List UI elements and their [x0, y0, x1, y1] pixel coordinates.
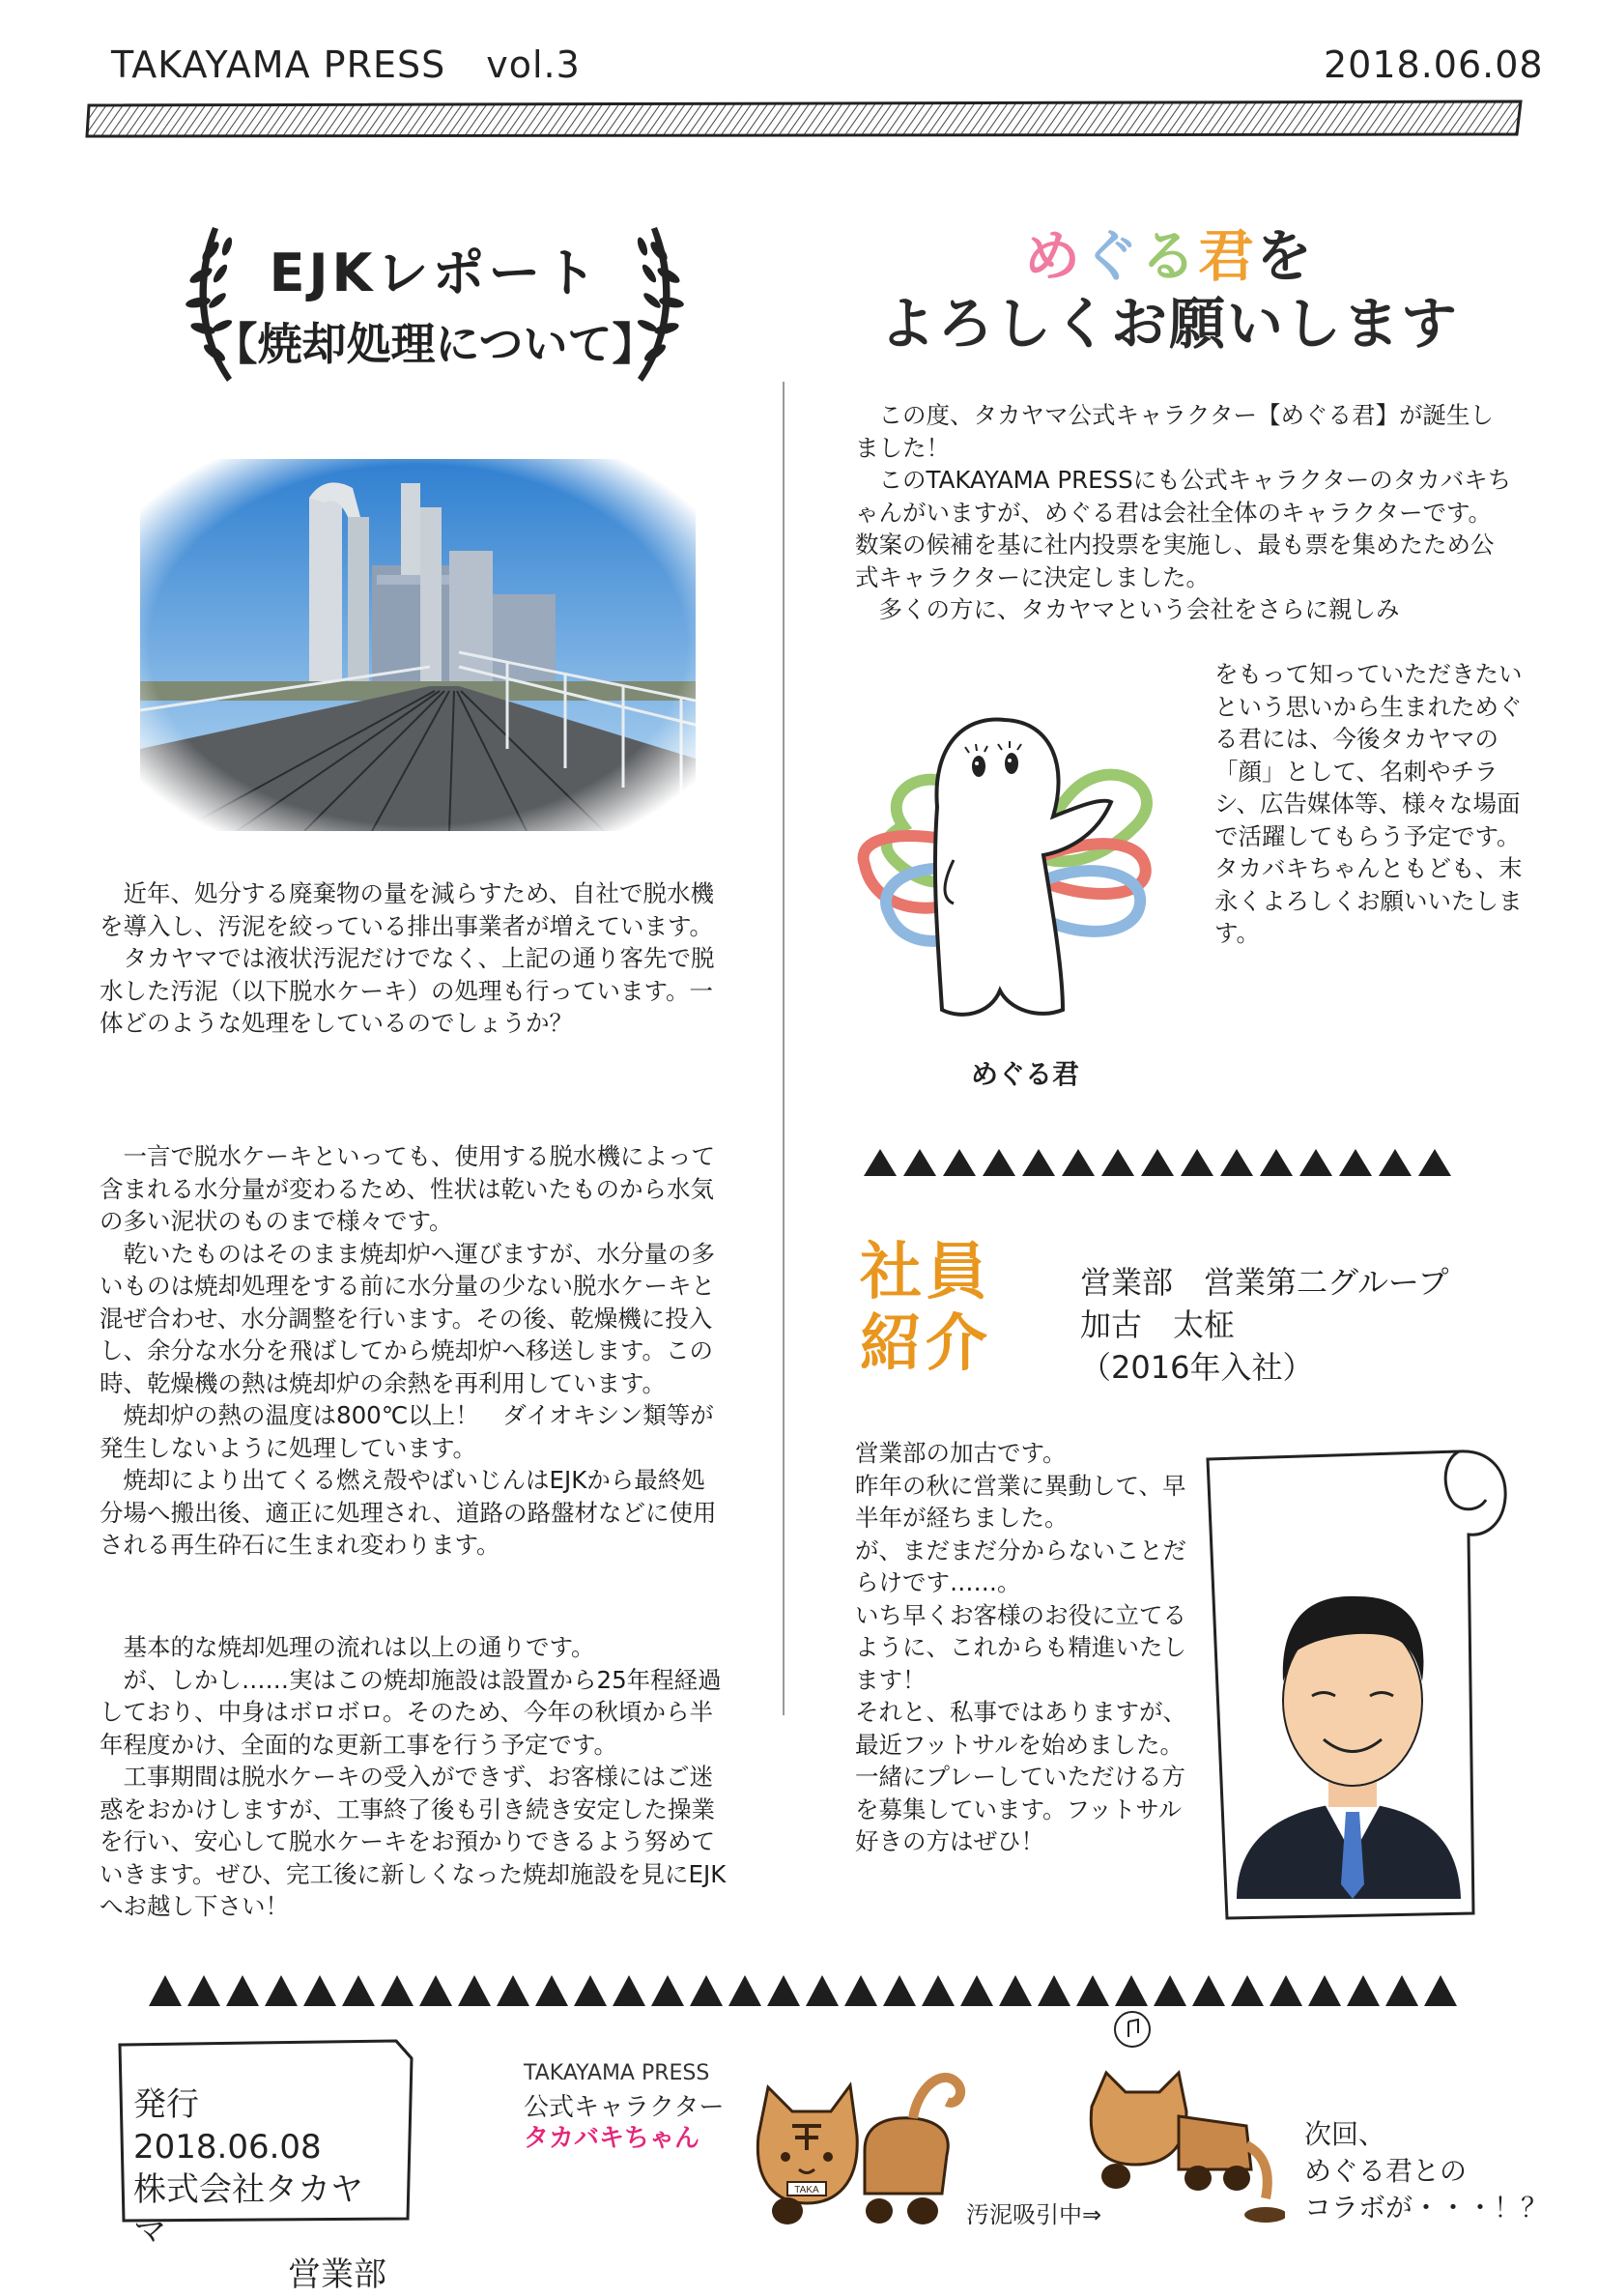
triangle-mark [651, 1975, 684, 2006]
meguru-name-ru: る [1139, 223, 1198, 289]
suction-label: 汚泥吸引中⇒ [966, 2201, 1102, 2228]
volume-number: vol.3 [486, 43, 581, 86]
triangle-mark [1418, 1149, 1451, 1176]
ejk-paragraph-1: 近年、処分する廃棄物の量を減らすため、自社で脱水機を導入し、汚泥を絞っている排出事業者が増えています。 タカヤマでは液状汚泥だけでなく、上記の通り客先で脱水した汚泥（以下脱水ケーキ）の処理も行っています。一体どのような処理をしているのでしょうか？ [100, 879, 715, 1037]
ejk-report-subtitle: 【焼却処理について】 [213, 318, 657, 370]
triangle-mark [1038, 1975, 1070, 2006]
character-name: タカバキちゃん [524, 2124, 700, 2153]
triangle-mark [1299, 1149, 1332, 1176]
triangle-mark [960, 1975, 993, 2006]
triangle-mark [574, 1975, 607, 2006]
triangle-mark [1220, 1149, 1253, 1176]
triangle-mark [1141, 1149, 1174, 1176]
meguru-caption: めぐる君 [971, 1058, 1080, 1090]
triangle-mark [1062, 1149, 1095, 1176]
column-divider [783, 382, 785, 1715]
takabaki-character-icon [749, 2058, 971, 2227]
triangle-mark [497, 1975, 529, 2006]
triangle-mark [226, 1975, 259, 2006]
meguru-name-gu: ぐ [1081, 223, 1140, 289]
triangle-mark [690, 1975, 723, 2006]
meguru-intro-text: この度、タカヤマ公式キャラクター【めぐる君】が誕生しました！ このTAKAYAMA PRESSにも公式キャラクターのタカバキちゃんがいますが、めぐる君は会社全体のキャラクターです。数案の候補を基に社内投票を実施し、最も票を集めたため公式キャラクターに決定しました。 多くの方に、タカヤマという会社をさらに親しみ [855, 401, 1512, 623]
triangle-mark [1260, 1149, 1293, 1176]
triangle-mark [303, 1975, 336, 2006]
incineration-facility-photo [140, 459, 696, 831]
meguru-side-text: をもって知っていただきたいという思いから生まれためぐる君には、今後タカヤマの「顔」として、名刺やチラシ、広告媒体等、様々な場面で活躍してもらう予定です。タカバキちゃんともども、末永くよろしくお願いいたします。 [1214, 660, 1523, 947]
triangle-mark [1181, 1149, 1213, 1176]
triangle-mark [1385, 1975, 1418, 2006]
triangle-mark [728, 1975, 761, 2006]
issue-date: 2018.06.08 [1324, 43, 1544, 86]
triangle-divider [860, 1145, 1459, 1179]
triangle-mark [1347, 1975, 1380, 2006]
publish-date: 発行 2018.06.08 [133, 2085, 322, 2167]
triangle-mark [265, 1975, 298, 2006]
triangle-mark [767, 1975, 800, 2006]
triangle-mark [613, 1975, 645, 2006]
staff-info [1080, 1261, 1448, 1389]
triangle-mark [535, 1975, 568, 2006]
staff-message: 営業部の加古です。 昨年の秋に営業に異動して、早半年が経ちました。 が、まだまだ分からないことだらけです……。 いち早くお客様のお役に立てるように、これからも精進いたします！ それと、私事ではありますが、最近フットサルを始めました。一緒にプレーしていただける方を募集しています。フットサル好きの方はぜひ！ [855, 1439, 1186, 1855]
meguru-character-illustration [845, 691, 1169, 1039]
triangle-mark [1308, 1975, 1341, 2006]
next-issue-teaser: 次回、 めぐる君との コラボが・・・！？ [1304, 2118, 1549, 2224]
meguru-headline-line2: よろしくお願いします [878, 291, 1459, 357]
triangle-mark [1022, 1149, 1055, 1176]
triangle-mark [458, 1975, 491, 2006]
ejk-paragraph-3: 基本的な焼却処理の流れは以上の通りです。 が、しかし……実はこの焼却施設は設置から25年程経過しており、中身はボロボロ。そのため、今年の秋頃から半年程度かけ、全面的な更新工事を行う予定です。 工事期間は脱水ケーキの受入ができず、お客様にはご迷惑をおかけしますが、工事終了後も引き続き安定した操業を行い、安心して脱水ケーキをお預かりできるよう努めていきます。ぜひ、完工後に新しくなった焼却施設を見にEJKへお越し下さい！ [100, 1633, 727, 1920]
character-official-label: 公式キャラクター [524, 2093, 725, 2122]
publisher-department: 営業部 [288, 2255, 386, 2294]
newsletter-name: TAKAYAMA PRESS [111, 43, 446, 86]
staff-name: 加古 太柾 [1080, 1306, 1236, 1343]
triangle-mark [1101, 1149, 1134, 1176]
meguru-headline-particle: を [1256, 223, 1315, 289]
triangle-mark [1424, 1975, 1457, 2006]
ejk-report-title: EJKレポート [269, 243, 601, 303]
triangle-mark [1379, 1149, 1412, 1176]
triangle-mark [806, 1975, 839, 2006]
staff-intro-title: 社員 紹介 [860, 1237, 991, 1380]
triangle-mark [187, 1975, 220, 2006]
triangle-mark [922, 1975, 955, 2006]
triangle-mark [883, 1975, 916, 2006]
character-press-label: TAKAYAMA PRESS [524, 2061, 710, 2085]
publisher-info [133, 2083, 386, 2296]
meguru-name-kun: 君 [1198, 223, 1257, 289]
triangle-mark [844, 1975, 877, 2006]
triangle-mark [381, 1975, 414, 2006]
triangle-mark [419, 1975, 452, 2006]
staff-department: 営業部 営業第二グループ [1080, 1264, 1449, 1301]
header-band [85, 100, 1525, 138]
staff-portrait-illustration [1198, 1430, 1517, 1923]
triangle-mark [999, 1975, 1032, 2006]
staff-joined: （2016年入社） [1080, 1349, 1314, 1386]
takabaki-badge-text: TAKA [794, 2185, 819, 2196]
triangle-mark [342, 1975, 375, 2006]
newsletter-title [111, 43, 581, 86]
meguru-name-me: め [1023, 223, 1082, 289]
triangle-mark [903, 1149, 936, 1176]
triangle-mark [983, 1149, 1015, 1176]
triangle-mark [1339, 1149, 1372, 1176]
triangle-mark [943, 1149, 976, 1176]
triangle-mark [149, 1975, 182, 2006]
takabaki-suction-icon [1072, 1991, 1285, 2232]
publisher-company: 株式会社タカヤマ [133, 2170, 363, 2252]
triangle-mark [864, 1149, 897, 1176]
ejk-paragraph-2: 一言で脱水ケーキといっても、使用する脱水機によって含まれる水分量が変わるため、性状は乾いたものから水気の多い泥状のものまで様々です。 乾いたものはそのまま焼却炉へ運びますが、水分量の多いものは焼却処理をする前に水分量の少ない脱水ケーキと混ぜ合わせ、水分調整を行います。その後、乾燥機に投入し、余分な水分を飛ばしてから焼却炉へ移送します。この時、乾燥機の熱は焼却炉の余熱を再利用しています。 焼却炉の熱の温度は800℃以上！ ダイオキシン類等が発生しないように処理しています。 焼却により出てくる燃え殻やばいじんはEJKから最終処分場へ搬出後、適正に処理され、道路の路盤材などに使用される再生砕石に生まれ変わります。 [100, 1142, 717, 1559]
